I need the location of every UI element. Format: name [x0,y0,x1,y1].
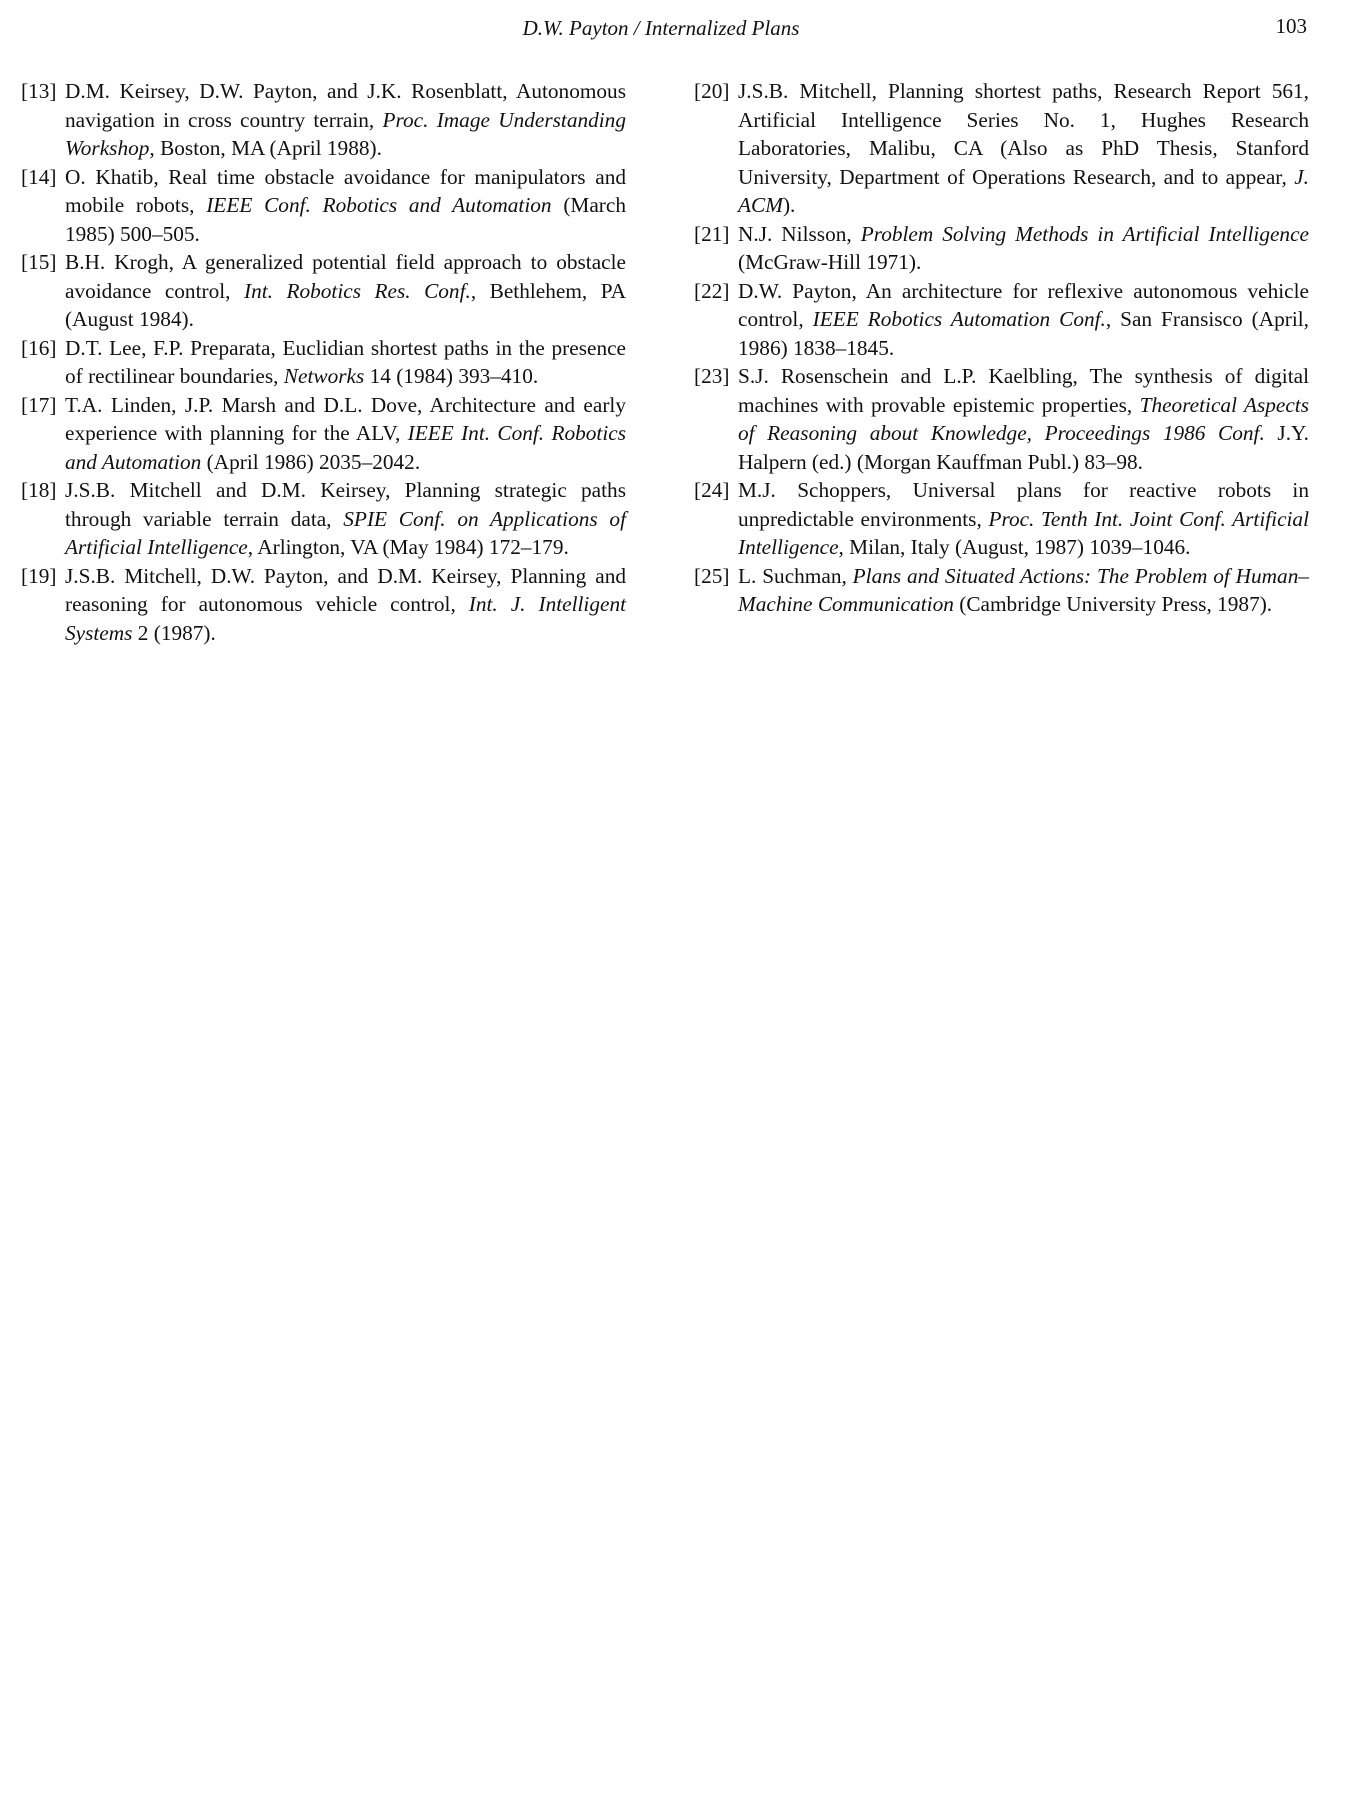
running-title: D.W. Payton / Internalized Plans [522,16,800,40]
reference-text [738,362,1309,476]
running-head [0,14,1350,46]
reference-entry [694,476,1309,562]
reference-number: [22] [694,278,730,303]
reference-text [738,476,1309,562]
reference-italic-part: Int. J. Intelligent Systems [65,592,627,645]
reference-italic-part: Plans and Situated Actions: The Problem of Human–Machine Communication [738,563,1309,616]
reference-text [65,562,626,648]
reference-italic-part: Proc. Tenth Int. Joint Conf. Artificial Intelligence [738,506,1310,559]
reference-entry [694,277,1309,363]
reference-italic-part: Networks [283,364,365,388]
reference-entry [694,362,1309,476]
reference-entry [694,77,1309,220]
reference-italic-part: IEEE Conf. Robotics and Automation [206,193,552,217]
reference-part: N.J. Nilsson, [738,221,861,246]
reference-part: J.S.B. Mitchell and D.M. Keirsey, Planning strategic paths through variable terrain data, [65,478,626,531]
reference-text [738,562,1309,619]
reference-part: D.M. Keirsey, D.W. Payton, and J.K. Rosenblatt, Autonomous navigation in cross country terrain, [65,79,626,132]
reference-entry [21,77,626,163]
reference-part: , Boston, MA (April 1988). [149,136,382,160]
reference-part: D.T. Lee, F.P. Preparata, Euclidian shortest paths in the presence of rectilinear boundaries, [65,335,626,388]
reference-number: [15] [21,250,57,274]
reference-number: [23] [694,364,730,388]
reference-number: [24] [694,478,730,502]
reference-text [65,248,626,334]
reference-part: (March 1985) 500–505. [65,193,626,246]
reference-italic-part: IEEE Robotics Automation Conf. [812,307,1106,331]
reference-text [65,391,626,477]
reference-text [65,77,626,163]
reference-entry [21,562,626,648]
reference-part: M.J. Schoppers, Universal plans for reactive robots in unpredictable environments, [738,478,1309,531]
reference-part: O. Khatib, Real time obstacle avoidance for manipulators and mobile robots, [65,164,626,217]
reference-text [738,220,1309,277]
reference-italic-part: Theoretical Aspects of Reasoning about Knowledge, Proceedings 1986 Conf. [738,392,1309,445]
reference-italic-part: J. ACM [738,164,1309,217]
reference-entry [21,248,626,334]
reference-part: T.A. Linden, J.P. Marsh and D.L. Dove, Architecture and early experience with planning for the ALV, [65,392,626,445]
reference-italic-part: SPIE Conf. on Applications of Artificial Intelligence [65,506,626,559]
reference-part: J.S.B. Mitchell, Planning shortest paths, Research Report 561, Artificial Intelligence Series No. 1, Hughes Research Laboratories, Malibu, CA (Also as PhD Thesis, Stanford University, Department of Operations Research, and to appear, [738,79,1309,189]
reference-entry [694,220,1309,277]
references-left-column [21,77,626,647]
page-number: 103 [1275,14,1307,38]
reference-text [65,334,626,391]
reference-part: , Milan, Italy (August, 1987) 1039–1046. [838,535,1191,559]
reference-italic-part: IEEE Int. Conf. Robotics and Automation [65,421,626,474]
reference-part: , Arlington, VA (May 1984) 172–179. [247,535,569,559]
reference-entry [21,334,626,391]
reference-part: (McGraw-Hill 1971). [738,250,922,274]
reference-italic-part: Proc. Image Understanding Workshop [65,107,626,160]
references-right-column [694,77,1309,619]
reference-entry [21,163,626,249]
reference-part: 2 (1987). [132,620,216,645]
reference-number: [20] [694,79,730,103]
reference-part: ). [782,193,796,217]
reference-part: S.J. Rosenschein and L.P. Kaelbling, The synthesis of digital machines with provable epistemic properties, [738,364,1309,417]
reference-entry [21,476,626,562]
reference-number: [14] [21,164,57,189]
reference-number: [19] [21,563,57,588]
reference-number: [21] [694,221,730,246]
reference-text [738,277,1309,363]
reference-part: (Cambridge University Press, 1987). [953,592,1273,616]
reference-number: [18] [21,478,57,502]
reference-part: B.H. Krogh, A generalized potential field approach to obstacle avoidance control, [65,250,626,303]
reference-part: L. Suchman, [738,563,853,588]
reference-number: [17] [21,392,57,417]
reference-entry [694,562,1309,619]
reference-part: , Bethlehem, PA (August 1984). [65,278,627,331]
reference-number: [16] [21,335,57,360]
reference-part: J.S.B. Mitchell, D.W. Payton, and D.M. Keirsey, Planning and reasoning for autonomous vehicle control, [65,563,626,616]
reference-number: [13] [21,79,57,103]
reference-number: [25] [694,563,730,588]
reference-italic-part: Int. Robotics Res. Conf. [243,278,471,303]
reference-part: , San Fransisco (April, 1986) 1838–1845. [738,307,1309,360]
reference-text [65,476,626,562]
reference-part: D.W. Payton, An architecture for reflexive autonomous vehicle control, [738,278,1309,331]
reference-italic-part: Problem Solving Methods in Artificial Intelligence [860,221,1309,246]
reference-part: J.Y. Halpern (ed.) (Morgan Kauffman Publ.) 83–98. [738,421,1309,474]
reference-text [65,163,626,249]
reference-entry [21,391,626,477]
reference-text [738,77,1309,220]
reference-part: 14 (1984) 393–410. [364,364,539,388]
reference-part: (April 1986) 2035–2042. [201,449,421,474]
